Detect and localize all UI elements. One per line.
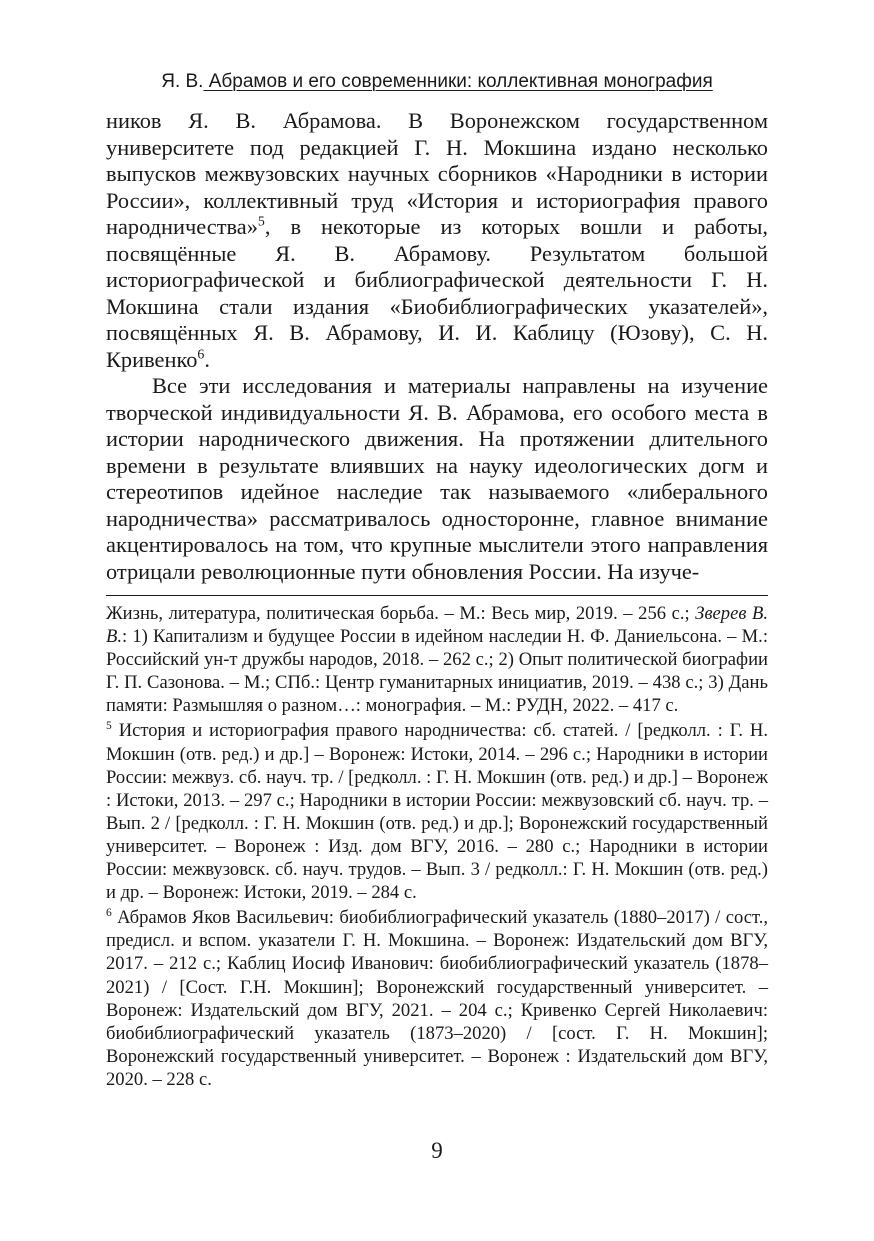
paragraph-continued bbox=[106, 108, 768, 373]
footnote-continuation bbox=[106, 602, 768, 717]
paragraph-2: Все эти исследования и материалы направлены на изучение творческой индивидуальности Я. В. Абрамова, его особого места в истории народнического движения. На протяжении длительного времени в результате влиявших на науку идеологических догм и стереотипов идейное наследие так называемого «либерального народничества» рассматривалось односторонне, главное внимание акцентировалось на том, что крупные мыслители этого направления отрицали революционные пути обновления России. На изуче- bbox=[106, 373, 768, 584]
paragraph-1-part-2: , в некоторые из которых вошли и работы, посвящённые Я. В. Абрамову. Результатом большой историографической и библиографической деятельности Г. Н. Мокшина стали издания «Биобиблиографических указателей», посвящённых Я. В. Абрамову, И. И. Каблицу (Юзову), С. Н. Кривенко bbox=[106, 214, 768, 372]
footnotes bbox=[106, 602, 768, 1091]
footnote-5-text: История и историография правого народничества: сб. статей. / [редколл. : Г. Н. Мокшин (отв. ред.) и др.] – Воронеж: Истоки, 2014. – 296 с.; Народники в истории России: межвуз. сб. науч. тр. / [редколл. : Г. Н. Мокшин (отв. ред.) и др.] – Воронеж : Истоки, 2013. – 297 с.; Народники в истории России: межвузовский сб. науч. тр. – Вып. 2 / [редколл. : Г. Н. Мокшин (отв. ред.) и др.]; Воронежский государственный университет. – Воронеж : Изд. дом ВГУ, 2016. – 280 с.; Народники в истории России: межвузовск. сб. науч. трудов. – Вып. 3 / редколл.: Г. Н. Мокшин (отв. ред.) и др. – Воронеж: Истоки, 2019. – 284 с. bbox=[106, 720, 768, 904]
page-number: 9 bbox=[431, 1138, 443, 1163]
footnote-author-italic: Зверев В. В. bbox=[106, 603, 768, 648]
footnote-ref-5: 5 bbox=[257, 214, 265, 230]
footnote-5 bbox=[106, 719, 768, 904]
footnote-5-marker: 5 bbox=[106, 720, 112, 733]
running-head-author: Я. В. bbox=[161, 71, 204, 92]
paragraph-1-part-3: . bbox=[204, 346, 210, 372]
running-head bbox=[0, 70, 874, 94]
footnote-continuation-part-2: : 1) Капитализм и будущее России в идейном наследии Н. Ф. Даниельсона. – М.: Российский ун-т дружбы народов, 2018. – 262 с.; 2) Опыт политической биографии Г. П. Сазонова. – М.; СПб.: Центр гуманитарных инициатив, 2019. – 438 с.; 3) Дань памяти: Размышляя о разном…: монография. – М.: РУДН, 2022. – 417 с. bbox=[106, 626, 768, 717]
paragraph-1-part-1: ников Я. В. Абрамова. В Воронежском государственном университете под редакцией Г. Н. Мокшина издано несколько выпусков межвузовских научных сборников «Народники в истории России», коллективный труд «История и историография правого народничества» bbox=[106, 108, 768, 239]
footnote-6-marker: 6 bbox=[106, 907, 112, 920]
footnote-6-text: Абрамов Яков Васильевич: биобиблиографический указатель (1880–2017) / сост., предисл. и вспом. указатели Г. Н. Мокшина. – Воронеж: Издательский дом ВГУ, 2017. – 212 с.; Каблиц Иосиф Иванович: биобиблиографический указатель (1878–2021) / [Сост. Г.Н. Мокшин]; Воронежский государственный университет. – Воронеж: Издательский дом ВГУ, 2021. – 204 с.; Кривенко Сергей Николаевич: биобиблиографический указатель (1873–2020) / [сост. Г. Н. Мокшин]; Воронежский государственный университет. – Воронеж : Издательский дом ВГУ, 2020. – 228 с. bbox=[106, 907, 768, 1090]
footnote-separator bbox=[106, 595, 768, 596]
running-head-title: Абрамов и его современники: коллективная монография bbox=[203, 71, 713, 92]
footnote-ref-6: 6 bbox=[197, 347, 205, 363]
footnote-6 bbox=[106, 906, 768, 1091]
main-text bbox=[106, 108, 768, 585]
footnote-continuation-part-1: Жизнь, литература, политическая борьба. – М.: Весь мир, 2019. – 256 с.; bbox=[106, 603, 696, 624]
